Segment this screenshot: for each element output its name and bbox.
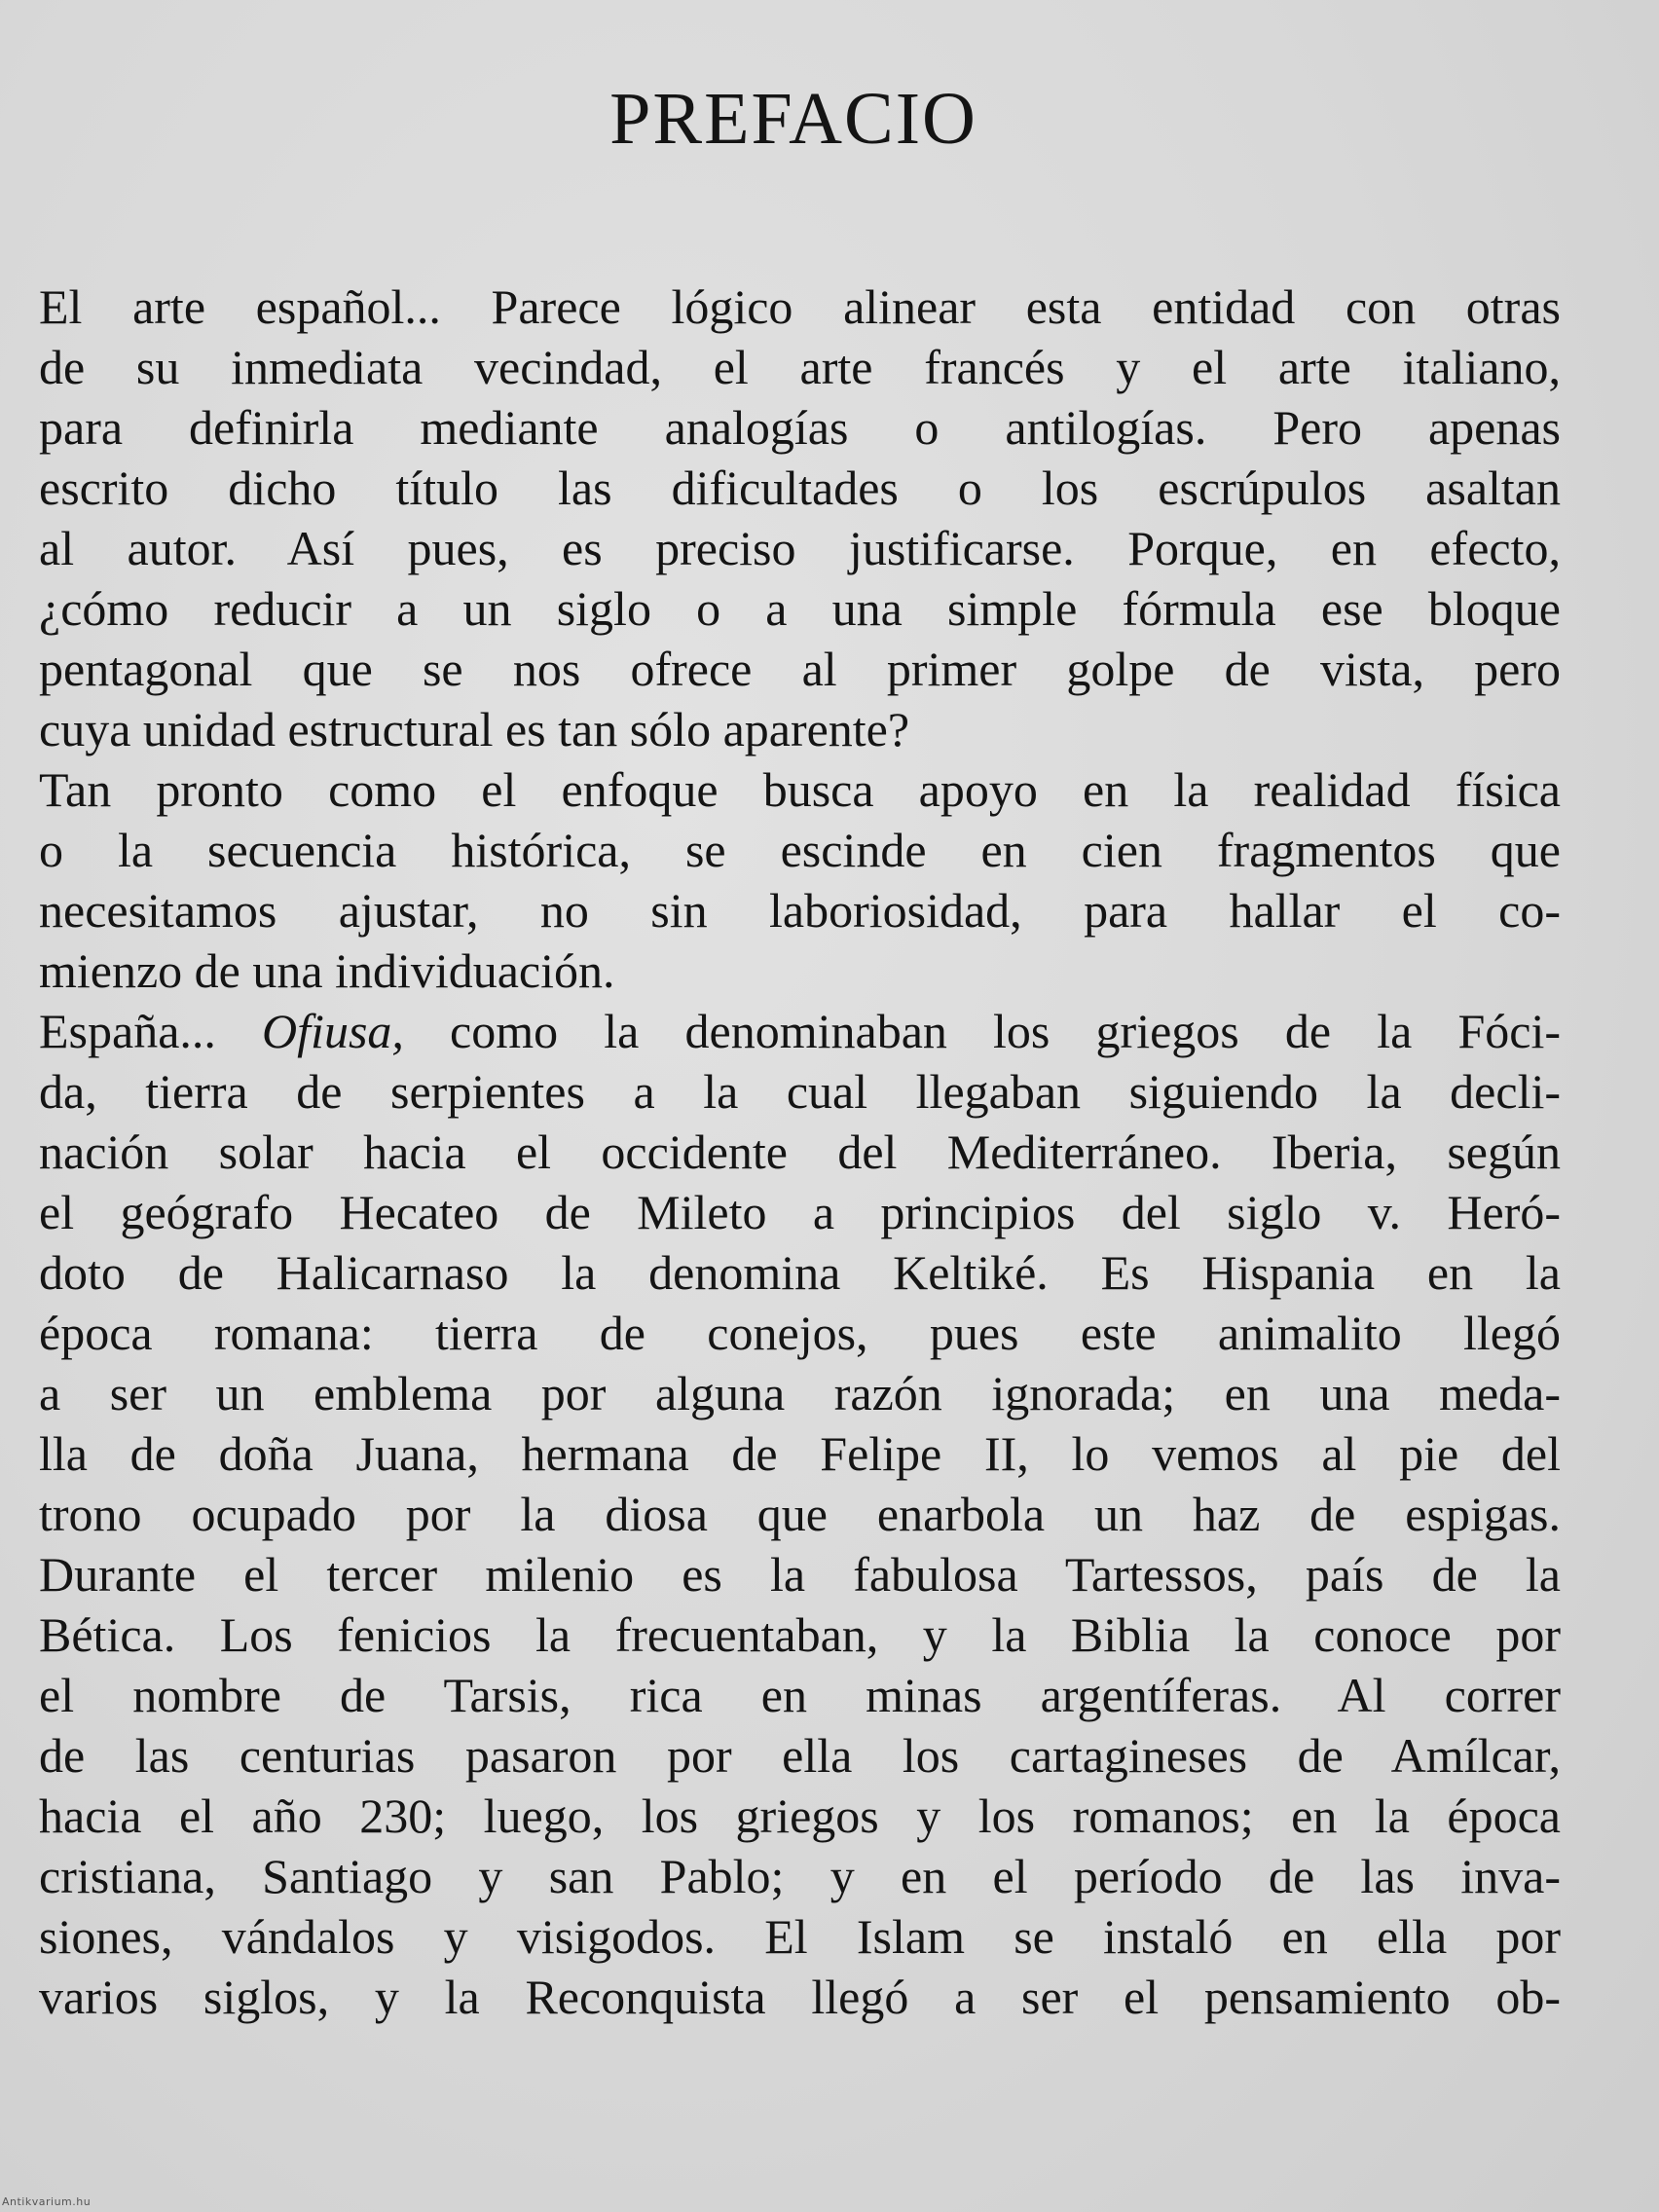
text-line: el geógrafo Hecateo de Mileto a principios del siglo v. Heró- bbox=[39, 1185, 1561, 1239]
text-line: hacia el año 230; luego, los griegos y los romanos; en la época bbox=[39, 1788, 1561, 1843]
text-line: cristiana, Santiago y san Pablo; y en el período de las inva- bbox=[39, 1849, 1561, 1903]
text-line: escrito dicho título las dificultades o los escrúpulos asaltan bbox=[39, 461, 1561, 515]
text-line: el nombre de Tarsis, rica en minas argentíferas. Al correr bbox=[39, 1668, 1561, 1722]
text-line: época romana: tierra de conejos, pues este animalito llegó bbox=[39, 1306, 1561, 1360]
text-segment: como la denominaban los griegos de la Fóci- bbox=[403, 1004, 1562, 1058]
text-line: de las centurias pasaron por ella los cartagineses de Amílcar, bbox=[39, 1728, 1561, 1783]
text-segment: España... bbox=[39, 1004, 263, 1058]
text-line: necesitamos ajustar, no sin laboriosidad, para hallar el co- bbox=[39, 883, 1561, 938]
text-line: o la secuencia histórica, se escinde en cien fragmentos que bbox=[39, 823, 1561, 877]
text-line: Tan pronto como el enfoque busca apoyo en la realidad física bbox=[39, 762, 1561, 817]
text-line: nación solar hacia el occidente del Mediterráneo. Iberia, según bbox=[39, 1124, 1561, 1179]
text-line bbox=[39, 1001, 1561, 1061]
text-line: da, tierra de serpientes a la cual llegaban siguiendo la decli- bbox=[39, 1064, 1561, 1119]
text-line: pentagonal que se nos ofrece al primer golpe de vista, pero bbox=[39, 642, 1561, 696]
text-line: doto de Halicarnaso la denomina Keltiké. Es Hispania en la bbox=[39, 1245, 1561, 1300]
text-line: Durante el tercer milenio es la fabulosa Tartessos, país de la bbox=[39, 1547, 1561, 1602]
text-line: ¿cómo reducir a un siglo o a una simple fórmula ese bloque bbox=[39, 581, 1561, 636]
text-line: para definirla mediante analogías o antilogías. Pero apenas bbox=[39, 400, 1561, 455]
text-line: mienzo de una individuación. bbox=[39, 943, 615, 998]
text-line: al autor. Así pues, es preciso justificarse. Porque, en efecto, bbox=[39, 521, 1561, 575]
text-line: a ser un emblema por alguna razón ignorada; en una meda- bbox=[39, 1366, 1561, 1420]
text-line: siones, vándalos y visigodos. El Islam se instaló en ella por bbox=[39, 1909, 1561, 1964]
body-text bbox=[39, 276, 1561, 2027]
italic-term: Ofiusa, bbox=[262, 1004, 404, 1058]
text-line: de su inmediata vecindad, el arte francés y el arte italiano, bbox=[39, 340, 1561, 394]
text-line: Bética. Los fenicios la frecuentaban, y la Biblia la conoce por bbox=[39, 1607, 1561, 1662]
text-line: lla de doña Juana, hermana de Felipe II, lo vemos al pie del bbox=[39, 1426, 1561, 1481]
watermark: Antikvarium.hu bbox=[2, 2195, 92, 2208]
page-title: PREFACIO bbox=[609, 78, 977, 160]
text-line: cuya unidad estructural es tan sólo aparente? bbox=[39, 702, 910, 756]
text-line: El arte español... Parece lógico alinear esta entidad con otras bbox=[39, 279, 1561, 334]
text-line: trono ocupado por la diosa que enarbola un haz de espigas. bbox=[39, 1487, 1561, 1541]
text-line: varios siglos, y la Reconquista llegó a ser el pensamiento ob- bbox=[39, 1970, 1561, 2024]
